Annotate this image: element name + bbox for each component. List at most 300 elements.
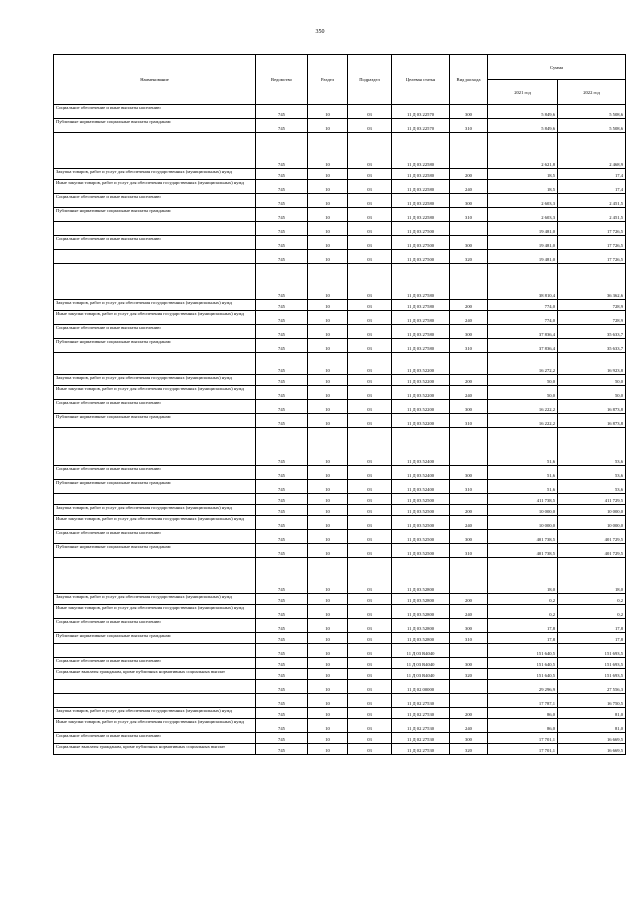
row-sum-year-2: 17 726,5 (558, 236, 626, 250)
row-sum-year-1: 17 701,1 (488, 744, 558, 755)
row-name: Иные закупки товаров, работ и услуг для обеспечения государственных (муниципальных) нужд (54, 180, 256, 194)
row-section: 10 (308, 516, 348, 530)
row-target-article: 11 Д 02 27530 (392, 708, 450, 719)
row-target-article: 11 Д 03 52800 (392, 605, 450, 619)
row-sum-year-2: 16 923,8 (558, 353, 626, 375)
row-subsection: 03 (348, 594, 392, 605)
row-section: 10 (308, 208, 348, 222)
row-name (54, 428, 256, 466)
row-department: 745 (256, 658, 308, 669)
row-section: 10 (308, 133, 348, 169)
row-name: Иные закупки товаров, работ и услуг для обеспечения государственных (муниципальных) нужд (54, 386, 256, 400)
row-target-article: 11 Д 03 52400 (392, 480, 450, 494)
row-sum-year-1: 5 849,6 (488, 105, 558, 119)
row-subsection: 03 (348, 633, 392, 644)
row-department: 745 (256, 719, 308, 733)
row-section: 10 (308, 375, 348, 386)
row-sum-year-1: 16 222,2 (488, 414, 558, 428)
row-department: 745 (256, 386, 308, 400)
row-target-article: 11 Д 02 27530 (392, 733, 450, 744)
table-row (54, 633, 626, 644)
row-subsection: 03 (348, 339, 392, 353)
row-target-article: 11 Д 03 27580 (392, 300, 450, 311)
row-section: 10 (308, 605, 348, 619)
row-section: 10 (308, 644, 348, 658)
row-section: 10 (308, 339, 348, 353)
row-target-article: 11 Д 03 52500 (392, 530, 450, 544)
row-name: Социальное обеспечение и иные выплаты населению (54, 658, 256, 669)
row-section: 10 (308, 669, 348, 680)
row-name: Иные закупки товаров, работ и услуг для обеспечения государственных (муниципальных) нужд (54, 516, 256, 530)
row-sum-year-2: 2 468,9 (558, 133, 626, 169)
row-expense-type: 240 (450, 311, 488, 325)
header-target-article: Целевая статья (392, 55, 450, 105)
row-subsection: 03 (348, 386, 392, 400)
row-sum-year-1: 17,8 (488, 619, 558, 633)
table-row (54, 208, 626, 222)
row-sum-year-1: 29 296,9 (488, 680, 558, 694)
row-target-article: 11 Д 03 R4040 (392, 644, 450, 658)
row-sum-year-2: 16 669,5 (558, 744, 626, 755)
row-subsection: 03 (348, 428, 392, 466)
row-department: 745 (256, 494, 308, 505)
row-subsection: 03 (348, 558, 392, 594)
row-department: 745 (256, 169, 308, 180)
row-name: Публичные нормативные социальные выплаты гражданам (54, 119, 256, 133)
row-target-article: 11 Д 03 52500 (392, 505, 450, 516)
row-sum-year-2: 50,0 (558, 386, 626, 400)
table-body (54, 105, 626, 755)
row-department: 745 (256, 505, 308, 516)
row-department: 745 (256, 414, 308, 428)
row-subsection: 03 (348, 719, 392, 733)
row-sum-year-2: 2 451,5 (558, 208, 626, 222)
row-subsection: 03 (348, 325, 392, 339)
row-subsection: 03 (348, 694, 392, 708)
row-expense-type: 300 (450, 733, 488, 744)
row-sum-year-2: 17 726,5 (558, 250, 626, 264)
table-row (54, 466, 626, 480)
table-row (54, 236, 626, 250)
row-expense-type: 310 (450, 208, 488, 222)
row-sum-year-1: 0,2 (488, 605, 558, 619)
row-target-article: 11 Д 03 22570 (392, 105, 450, 119)
row-expense-type (450, 644, 488, 658)
row-name (54, 558, 256, 594)
row-subsection: 03 (348, 208, 392, 222)
row-name (54, 353, 256, 375)
row-department: 745 (256, 633, 308, 644)
row-sum-year-1: 50,0 (488, 386, 558, 400)
row-target-article: 11 Д 03 52200 (392, 386, 450, 400)
row-department: 745 (256, 669, 308, 680)
row-department: 745 (256, 300, 308, 311)
table-row (54, 264, 626, 300)
row-expense-type (450, 222, 488, 236)
row-sum-year-1: 16 222,2 (488, 400, 558, 414)
row-expense-type: 320 (450, 744, 488, 755)
row-name (54, 494, 256, 505)
row-subsection: 03 (348, 733, 392, 744)
row-department: 745 (256, 558, 308, 594)
row-subsection: 03 (348, 133, 392, 169)
row-section: 10 (308, 530, 348, 544)
row-sum-year-2: 53,6 (558, 466, 626, 480)
row-section: 10 (308, 558, 348, 594)
header-department: Ведомство (256, 55, 308, 105)
row-department: 745 (256, 400, 308, 414)
row-target-article: 11 Д 03 22580 (392, 169, 450, 180)
row-name: Закупка товаров, работ и услуг для обеспечения государственных (муниципальных) нужд (54, 375, 256, 386)
row-sum-year-1: 2 621,8 (488, 133, 558, 169)
row-section: 10 (308, 105, 348, 119)
row-expense-type (450, 133, 488, 169)
row-sum-year-1: 37 836,4 (488, 325, 558, 339)
row-sum-year-2: 17,8 (558, 633, 626, 644)
budget-table (53, 54, 626, 755)
row-name (54, 680, 256, 694)
row-name: Иные закупки товаров, работ и услуг для обеспечения государственных (муниципальных) нужд (54, 719, 256, 733)
row-expense-type: 240 (450, 180, 488, 194)
row-expense-type: 300 (450, 325, 488, 339)
row-subsection: 03 (348, 194, 392, 208)
row-target-article: 11 Д 03 22570 (392, 119, 450, 133)
row-target-article: 11 Д 03 R4040 (392, 669, 450, 680)
row-sum-year-2: 728,9 (558, 300, 626, 311)
row-sum-year-1: 0,2 (488, 594, 558, 605)
row-department: 745 (256, 619, 308, 633)
row-department: 745 (256, 594, 308, 605)
row-expense-type (450, 694, 488, 708)
table-row (54, 605, 626, 619)
row-expense-type: 310 (450, 339, 488, 353)
row-subsection: 03 (348, 680, 392, 694)
table-row (54, 133, 626, 169)
table-row (54, 644, 626, 658)
row-name: Социальные выплаты гражданам, кроме публичных нормативных социальных выплат (54, 744, 256, 755)
row-section: 10 (308, 544, 348, 558)
row-section: 10 (308, 708, 348, 719)
row-sum-year-2: 16 873,8 (558, 400, 626, 414)
row-subsection: 03 (348, 516, 392, 530)
table-row (54, 669, 626, 680)
row-section: 10 (308, 619, 348, 633)
row-sum-year-1: 18,0 (488, 558, 558, 594)
row-sum-year-1: 151 640,5 (488, 669, 558, 680)
row-section: 10 (308, 719, 348, 733)
row-section: 10 (308, 505, 348, 516)
table-row (54, 180, 626, 194)
row-sum-year-2: 53,6 (558, 480, 626, 494)
table-row (54, 708, 626, 719)
row-expense-type: 310 (450, 414, 488, 428)
row-sum-year-2: 36 362,6 (558, 264, 626, 300)
row-name (54, 133, 256, 169)
row-name (54, 222, 256, 236)
row-expense-type: 240 (450, 386, 488, 400)
row-section: 10 (308, 194, 348, 208)
table-row (54, 105, 626, 119)
row-name: Иные закупки товаров, работ и услуг для обеспечения государственных (муниципальных) нужд (54, 311, 256, 325)
row-name: Социальное обеспечение и иные выплаты населению (54, 466, 256, 480)
header-year-1: 2021 год (488, 80, 558, 105)
row-expense-type: 300 (450, 400, 488, 414)
row-section: 10 (308, 414, 348, 428)
row-department: 745 (256, 694, 308, 708)
table-row (54, 400, 626, 414)
row-section: 10 (308, 680, 348, 694)
row-subsection: 03 (348, 544, 392, 558)
table-row (54, 339, 626, 353)
row-sum-year-2: 35 633,7 (558, 339, 626, 353)
row-target-article: 11 Д 03 R4040 (392, 658, 450, 669)
row-subsection: 03 (348, 414, 392, 428)
row-subsection: 03 (348, 494, 392, 505)
row-section: 10 (308, 353, 348, 375)
row-target-article: 11 Д 03 27580 (392, 325, 450, 339)
row-target-article: 11 Д 03 22580 (392, 194, 450, 208)
row-subsection: 03 (348, 180, 392, 194)
table-row (54, 505, 626, 516)
row-section: 10 (308, 264, 348, 300)
row-name: Социальное обеспечение и иные выплаты населению (54, 325, 256, 339)
table-row (54, 694, 626, 708)
row-subsection: 03 (348, 353, 392, 375)
row-department: 745 (256, 180, 308, 194)
row-name: Социальное обеспечение и иные выплаты населению (54, 236, 256, 250)
row-sum-year-1: 17,8 (488, 633, 558, 644)
row-sum-year-1: 18,5 (488, 180, 558, 194)
row-sum-year-2: 18,0 (558, 558, 626, 594)
row-sum-year-2: 0,2 (558, 605, 626, 619)
row-sum-year-1: 17 701,1 (488, 733, 558, 744)
row-department: 745 (256, 516, 308, 530)
row-target-article: 11 Д 03 27500 (392, 222, 450, 236)
row-target-article: 11 Д 03 52800 (392, 558, 450, 594)
row-subsection: 03 (348, 708, 392, 719)
row-department: 745 (256, 466, 308, 480)
row-name: Публичные нормативные социальные выплаты гражданам (54, 208, 256, 222)
row-sum-year-2: 16 750,5 (558, 694, 626, 708)
row-sum-year-2: 50,0 (558, 375, 626, 386)
row-sum-year-1: 19 481,0 (488, 250, 558, 264)
row-sum-year-1: 2 603,3 (488, 194, 558, 208)
row-subsection: 03 (348, 250, 392, 264)
row-section: 10 (308, 119, 348, 133)
row-department: 745 (256, 236, 308, 250)
row-target-article: 11 Д 03 22580 (392, 208, 450, 222)
row-subsection: 03 (348, 400, 392, 414)
row-expense-type (450, 428, 488, 466)
row-department: 745 (256, 264, 308, 300)
row-sum-year-1: 86,0 (488, 719, 558, 733)
row-section: 10 (308, 222, 348, 236)
row-department: 745 (256, 605, 308, 619)
row-subsection: 03 (348, 105, 392, 119)
table-row (54, 353, 626, 375)
row-target-article: 11 Д 02 00000 (392, 680, 450, 694)
row-subsection: 03 (348, 530, 392, 544)
row-sum-year-1: 151 640,5 (488, 644, 558, 658)
row-sum-year-1: 18,5 (488, 169, 558, 180)
row-name (54, 250, 256, 264)
row-section: 10 (308, 386, 348, 400)
table-row (54, 658, 626, 669)
row-target-article: 11 Д 03 27580 (392, 339, 450, 353)
row-subsection: 03 (348, 505, 392, 516)
row-expense-type: 310 (450, 544, 488, 558)
row-sum-year-1: 19 481,0 (488, 236, 558, 250)
row-sum-year-1: 86,0 (488, 708, 558, 719)
row-department: 745 (256, 375, 308, 386)
row-target-article: 11 Д 03 27500 (392, 250, 450, 264)
table-row (54, 480, 626, 494)
table-row (54, 222, 626, 236)
table-row (54, 300, 626, 311)
row-sum-year-1: 2 603,3 (488, 208, 558, 222)
row-name: Публичные нормативные социальные выплаты гражданам (54, 339, 256, 353)
row-sum-year-2: 401 729,5 (558, 544, 626, 558)
row-department: 745 (256, 353, 308, 375)
row-expense-type: 300 (450, 105, 488, 119)
row-expense-type: 300 (450, 530, 488, 544)
row-section: 10 (308, 633, 348, 644)
row-sum-year-1: 151 640,5 (488, 658, 558, 669)
row-subsection: 03 (348, 300, 392, 311)
row-sum-year-2: 151 693,5 (558, 644, 626, 658)
row-sum-year-2: 2 451,5 (558, 194, 626, 208)
row-target-article: 11 Д 03 27580 (392, 311, 450, 325)
row-expense-type (450, 558, 488, 594)
header-section: Раздел (308, 55, 348, 105)
row-name: Закупка товаров, работ и услуг для обеспечения государственных (муниципальных) нужд (54, 300, 256, 311)
row-name: Социальное обеспечение и иные выплаты населению (54, 733, 256, 744)
row-department: 745 (256, 325, 308, 339)
row-subsection: 03 (348, 222, 392, 236)
row-sum-year-2: 35 633,7 (558, 325, 626, 339)
row-name: Социальное обеспечение и иные выплаты населению (54, 619, 256, 633)
row-section: 10 (308, 300, 348, 311)
header-year-2: 2022 год (558, 80, 626, 105)
row-sum-year-2: 5 508,6 (558, 119, 626, 133)
row-sum-year-1: 51,6 (488, 480, 558, 494)
row-target-article: 11 Д 03 52800 (392, 619, 450, 633)
row-expense-type: 240 (450, 516, 488, 530)
row-expense-type (450, 494, 488, 505)
header-sum: Сумма (488, 55, 626, 80)
row-expense-type: 300 (450, 466, 488, 480)
row-sum-year-1: 16 272,2 (488, 353, 558, 375)
row-section: 10 (308, 428, 348, 466)
row-name: Закупка товаров, работ и услуг для обеспечения государственных (муниципальных) нужд (54, 708, 256, 719)
row-target-article: 11 Д 03 52400 (392, 466, 450, 480)
row-subsection: 03 (348, 658, 392, 669)
row-name: Закупка товаров, работ и услуг для обеспечения государственных (муниципальных) нужд (54, 594, 256, 605)
table-row (54, 325, 626, 339)
row-sum-year-1: 51,6 (488, 428, 558, 466)
row-department: 745 (256, 208, 308, 222)
row-name: Публичные нормативные социальные выплаты гражданам (54, 544, 256, 558)
row-expense-type: 320 (450, 669, 488, 680)
row-subsection: 03 (348, 644, 392, 658)
row-target-article: 11 Д 03 52500 (392, 516, 450, 530)
row-section: 10 (308, 169, 348, 180)
row-name: Публичные нормативные социальные выплаты гражданам (54, 414, 256, 428)
row-department: 745 (256, 480, 308, 494)
row-section: 10 (308, 733, 348, 744)
row-sum-year-1: 17 787,1 (488, 694, 558, 708)
row-name: Закупка товаров, работ и услуг для обеспечения государственных (муниципальных) нужд (54, 505, 256, 516)
row-sum-year-1: 51,6 (488, 466, 558, 480)
row-target-article: 11 Д 03 52200 (392, 400, 450, 414)
row-target-article: 11 Д 03 52500 (392, 494, 450, 505)
table-row (54, 169, 626, 180)
row-subsection: 03 (348, 480, 392, 494)
row-expense-type: 300 (450, 619, 488, 633)
row-name: Социальное обеспечение и иные выплаты населению (54, 400, 256, 414)
row-expense-type: 300 (450, 194, 488, 208)
row-expense-type: 200 (450, 375, 488, 386)
table-row (54, 494, 626, 505)
row-section: 10 (308, 236, 348, 250)
row-expense-type: 300 (450, 658, 488, 669)
row-section: 10 (308, 466, 348, 480)
row-subsection: 03 (348, 311, 392, 325)
row-sum-year-1: 401 738,5 (488, 544, 558, 558)
row-expense-type: 310 (450, 119, 488, 133)
table-row (54, 558, 626, 594)
row-expense-type: 200 (450, 505, 488, 516)
table-row (54, 375, 626, 386)
row-expense-type: 310 (450, 633, 488, 644)
row-name: Иные закупки товаров, работ и услуг для обеспечения государственных (муниципальных) нужд (54, 605, 256, 619)
row-department: 745 (256, 133, 308, 169)
row-section: 10 (308, 594, 348, 605)
table-row (54, 744, 626, 755)
row-department: 745 (256, 530, 308, 544)
table-row (54, 386, 626, 400)
row-target-article: 11 Д 02 27530 (392, 694, 450, 708)
row-department: 745 (256, 644, 308, 658)
row-expense-type: 310 (450, 480, 488, 494)
table-header (54, 55, 626, 105)
header-expense-type: Вид расхода (450, 55, 488, 105)
row-subsection: 03 (348, 744, 392, 755)
row-sum-year-2: 16 669,5 (558, 733, 626, 744)
row-sum-year-2: 151 693,5 (558, 658, 626, 669)
row-expense-type: 320 (450, 250, 488, 264)
row-sum-year-2: 10 000,0 (558, 505, 626, 516)
row-target-article: 11 Д 03 52200 (392, 375, 450, 386)
row-sum-year-1: 10 000,0 (488, 516, 558, 530)
row-department: 745 (256, 680, 308, 694)
row-subsection: 03 (348, 669, 392, 680)
row-sum-year-2: 17,8 (558, 619, 626, 633)
row-section: 10 (308, 744, 348, 755)
row-name (54, 644, 256, 658)
row-subsection: 03 (348, 466, 392, 480)
row-name (54, 694, 256, 708)
row-sum-year-1: 5 849,6 (488, 119, 558, 133)
row-sum-year-1: 10 000,0 (488, 505, 558, 516)
row-subsection: 03 (348, 605, 392, 619)
row-target-article: 11 Д 03 52200 (392, 414, 450, 428)
table-row (54, 594, 626, 605)
row-name (54, 264, 256, 300)
row-sum-year-1: 37 836,4 (488, 339, 558, 353)
row-name: Закупка товаров, работ и услуг для обеспечения государственных (муниципальных) нужд (54, 169, 256, 180)
row-sum-year-1: 411 738,5 (488, 494, 558, 505)
